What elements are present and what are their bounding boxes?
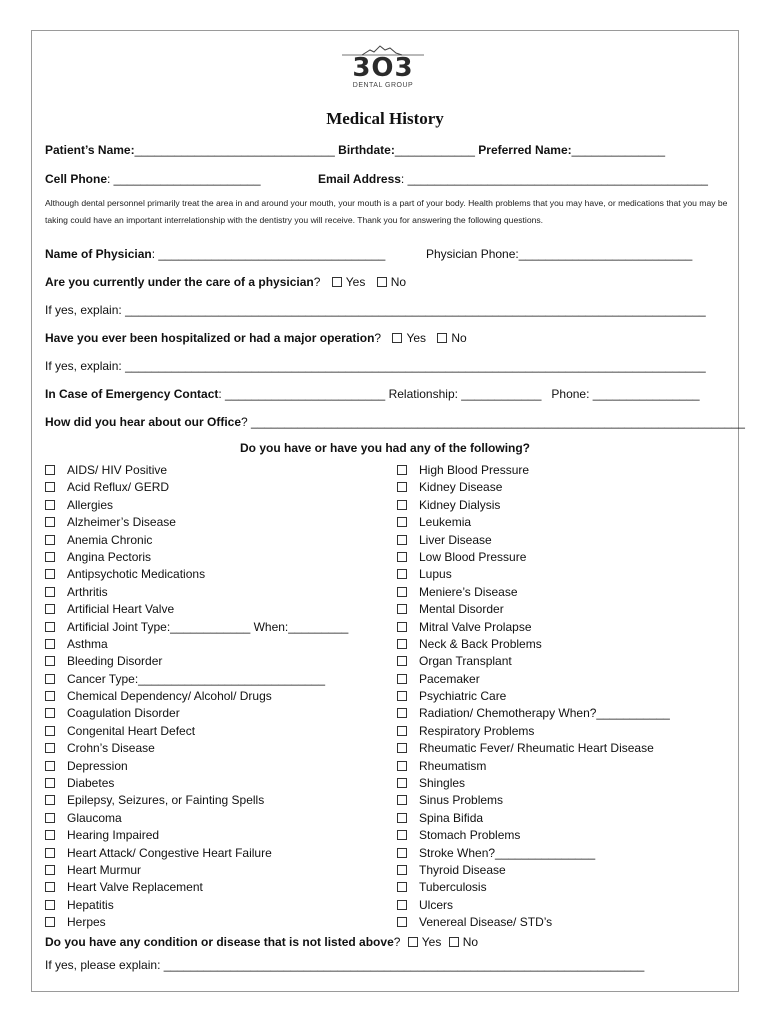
- condition-label: Kidney Dialysis: [419, 497, 501, 512]
- condition-checkbox[interactable]: [45, 465, 55, 475]
- condition-label: Mitral Valve Prolapse: [419, 619, 532, 634]
- preferred-name-field[interactable]: ______________: [571, 143, 666, 157]
- explain-row-2: [45, 359, 706, 373]
- condition-checkbox[interactable]: [45, 639, 55, 649]
- condition-checkbox[interactable]: [397, 761, 407, 771]
- condition-label: Herpes: [67, 915, 106, 930]
- condition-checkbox[interactable]: [397, 482, 407, 492]
- no-checkbox[interactable]: [449, 937, 459, 947]
- condition-label: Artificial Joint Type:____________ When:_________: [67, 619, 349, 634]
- condition-item: [397, 566, 670, 583]
- other-condition-label: Do you have any condition or disease that is not listed above: [45, 935, 394, 949]
- no-label: No: [462, 935, 479, 949]
- condition-item: [397, 723, 670, 740]
- condition-item: [397, 601, 670, 618]
- no-checkbox[interactable]: [437, 333, 447, 343]
- condition-item: [45, 897, 348, 914]
- physician-phone-label: Physician Phone:: [426, 247, 519, 261]
- condition-checkbox[interactable]: [397, 604, 407, 614]
- condition-item: [45, 636, 348, 653]
- condition-item: [397, 532, 670, 549]
- condition-label: Thyroid Disease: [419, 862, 506, 877]
- cell-phone-field[interactable]: : ______________________: [107, 172, 261, 186]
- condition-label: Spina Bifida: [419, 810, 484, 825]
- condition-item: [45, 619, 348, 636]
- condition-label: Stomach Problems: [419, 828, 521, 843]
- condition-item: [45, 827, 348, 844]
- condition-item: [45, 532, 348, 549]
- condition-label: Artificial Heart Valve: [67, 602, 175, 617]
- condition-label: Congenital Heart Defect: [67, 723, 196, 738]
- emergency-phone-label: Phone:: [551, 387, 590, 401]
- condition-checkbox[interactable]: [45, 848, 55, 858]
- physician-phone-row: [426, 247, 692, 261]
- condition-label: Alzheimer’s Disease: [67, 515, 176, 530]
- conditions-right-column: [397, 462, 670, 932]
- condition-checkbox[interactable]: [45, 517, 55, 527]
- conditions-heading: Do you have or have you had any of the following?: [239, 441, 531, 455]
- condition-label: Radiation/ Chemotherapy When?___________: [419, 706, 670, 721]
- email-row: [318, 172, 708, 186]
- condition-label: High Blood Pressure: [419, 463, 530, 477]
- condition-label: Asthma: [67, 636, 108, 651]
- condition-checkbox[interactable]: [45, 865, 55, 875]
- condition-item: [45, 514, 348, 531]
- logo-subtitle: DENTAL GROUP: [352, 82, 414, 89]
- condition-label: Rheumatism: [419, 758, 487, 773]
- condition-checkbox[interactable]: [45, 622, 55, 632]
- condition-checkbox[interactable]: [397, 465, 407, 475]
- condition-item: [397, 862, 670, 879]
- condition-label: Lupus: [419, 567, 452, 582]
- condition-checkbox[interactable]: [45, 761, 55, 771]
- physician-name-row: [45, 247, 385, 261]
- condition-label: Depression: [67, 758, 128, 773]
- yes-label: Yes: [345, 275, 366, 289]
- condition-checkbox[interactable]: [397, 882, 407, 892]
- explain-field[interactable]: _______________________________________________________________________________________: [125, 359, 706, 373]
- condition-item: [397, 619, 670, 636]
- condition-item: [397, 914, 670, 931]
- condition-checkbox[interactable]: [397, 500, 407, 510]
- condition-label: Kidney Disease: [419, 480, 503, 495]
- condition-item: [45, 653, 348, 670]
- condition-item: [397, 740, 670, 757]
- condition-checkbox[interactable]: [45, 743, 55, 753]
- condition-item: [397, 671, 670, 688]
- question-physician-care: [45, 275, 406, 289]
- condition-item: [397, 584, 670, 601]
- condition-item: [397, 758, 670, 775]
- explain-field[interactable]: _______________________________________________________________________________________: [125, 303, 706, 317]
- condition-label: Respiratory Problems: [419, 723, 535, 738]
- condition-checkbox[interactable]: [397, 726, 407, 736]
- condition-label: Heart Murmur: [67, 862, 142, 877]
- condition-checkbox[interactable]: [397, 917, 407, 927]
- condition-item: [397, 497, 670, 514]
- condition-label: Bleeding Disorder: [67, 654, 163, 669]
- condition-checkbox[interactable]: [45, 604, 55, 614]
- condition-checkbox[interactable]: [397, 708, 407, 718]
- email-field[interactable]: : _____________________________________________: [400, 172, 708, 186]
- condition-label: Leukemia: [419, 515, 472, 530]
- condition-item: [397, 879, 670, 896]
- condition-checkbox[interactable]: [397, 691, 407, 701]
- condition-checkbox[interactable]: [397, 535, 407, 545]
- conditions-left-column: [45, 462, 348, 932]
- condition-label: Organ Transplant: [419, 654, 512, 669]
- condition-item: [397, 549, 670, 566]
- condition-label: Cancer Type:____________________________: [67, 671, 326, 686]
- condition-item: [397, 845, 670, 862]
- question-mark: ?: [313, 275, 321, 289]
- condition-item: [45, 705, 348, 722]
- condition-checkbox[interactable]: [397, 830, 407, 840]
- condition-label: Tuberculosis: [419, 880, 487, 895]
- condition-item: [397, 705, 670, 722]
- intro-paragraph: Although dental personnel primarily treat the area in and around your mouth, your mouth is a part of your body. Health problems that you may have, or medications that you may be taking could have an important interrelationship with the dentistry you will receive. Thank you for answering the following questions.: [45, 198, 728, 225]
- condition-item: [45, 671, 348, 688]
- page-title: Medical History: [326, 109, 444, 128]
- yes-label: Yes: [406, 331, 427, 345]
- condition-checkbox[interactable]: [45, 535, 55, 545]
- condition-label: Coagulation Disorder: [67, 706, 180, 721]
- condition-label: Angina Pectoris: [67, 549, 152, 564]
- email-label: Email Address: [318, 172, 401, 186]
- condition-checkbox[interactable]: [45, 882, 55, 892]
- condition-checkbox[interactable]: [45, 708, 55, 718]
- condition-label: Glaucoma: [67, 810, 122, 825]
- condition-label: Heart Attack/ Congestive Heart Failure: [67, 845, 272, 860]
- cell-phone-label: Cell Phone: [45, 172, 108, 186]
- condition-item: [45, 584, 348, 601]
- condition-item: [397, 792, 670, 809]
- no-label: No: [390, 275, 407, 289]
- condition-checkbox[interactable]: [397, 778, 407, 788]
- condition-label: Ulcers: [419, 897, 454, 912]
- condition-item: [45, 601, 348, 618]
- condition-checkbox[interactable]: [397, 517, 407, 527]
- no-label: No: [451, 331, 467, 345]
- condition-checkbox[interactable]: [397, 656, 407, 666]
- birthdate-field[interactable]: ____________: [394, 143, 475, 157]
- referral-row: [45, 415, 745, 429]
- condition-checkbox[interactable]: [397, 848, 407, 858]
- yes-label: Yes: [421, 935, 442, 949]
- condition-checkbox[interactable]: [397, 639, 407, 649]
- condition-label: Sinus Problems: [419, 793, 504, 808]
- emergency-contact-label: In Case of Emergency Contact: [45, 387, 219, 401]
- condition-checkbox[interactable]: [45, 726, 55, 736]
- condition-label: Pacemaker: [419, 671, 480, 686]
- no-checkbox[interactable]: [377, 277, 387, 287]
- condition-checkbox[interactable]: [397, 813, 407, 823]
- condition-checkbox[interactable]: [45, 900, 55, 910]
- condition-item: [45, 462, 348, 479]
- emergency-phone-field[interactable]: ________________: [592, 387, 700, 401]
- condition-item: [397, 479, 670, 496]
- yes-checkbox[interactable]: [332, 277, 342, 287]
- condition-item: [45, 810, 348, 827]
- condition-item: [397, 897, 670, 914]
- condition-label: Chemical Dependency/ Alcohol/ Drugs: [67, 689, 272, 704]
- question-hospitalized-label: Have you ever been hospitalized or had a major operation: [45, 331, 375, 345]
- condition-item: [45, 723, 348, 740]
- condition-label: Neck & Back Problems: [419, 636, 542, 651]
- relationship-field[interactable]: ____________: [461, 387, 542, 401]
- condition-label: Stroke When?_______________: [419, 845, 596, 860]
- condition-label: Mental Disorder: [419, 602, 504, 617]
- condition-item: [397, 688, 670, 705]
- other-explain-label: If yes, please explain:: [45, 958, 161, 972]
- condition-item: [45, 566, 348, 583]
- condition-checkbox[interactable]: [397, 795, 407, 805]
- question-physician-care-label: Are you currently under the care of a physician: [45, 275, 314, 289]
- condition-checkbox[interactable]: [397, 622, 407, 632]
- condition-label: Low Blood Pressure: [419, 549, 527, 564]
- patient-name-label: Patient’s Name:: [45, 143, 135, 157]
- condition-item: [45, 862, 348, 879]
- condition-label: Hepatitis: [67, 897, 114, 912]
- condition-item: [45, 758, 348, 775]
- patient-name-field[interactable]: ______________________________: [134, 143, 335, 157]
- explain-label: If yes, explain:: [45, 303, 122, 317]
- condition-label: Rheumatic Fever/ Rheumatic Heart Disease: [419, 741, 654, 756]
- condition-checkbox[interactable]: [45, 674, 55, 684]
- yes-checkbox[interactable]: [408, 937, 418, 947]
- condition-label: Allergies: [67, 497, 114, 512]
- condition-item: [45, 845, 348, 862]
- physician-name-field[interactable]: : __________________________________: [151, 247, 386, 261]
- condition-item: [397, 827, 670, 844]
- condition-checkbox[interactable]: [397, 900, 407, 910]
- patient-row: [45, 143, 665, 157]
- condition-checkbox[interactable]: [45, 813, 55, 823]
- condition-item: [45, 497, 348, 514]
- condition-item: [45, 549, 348, 566]
- condition-label: Heart Valve Replacement: [67, 880, 203, 895]
- condition-checkbox[interactable]: [45, 656, 55, 666]
- birthdate-label: Birthdate:: [338, 143, 395, 157]
- physician-phone-field[interactable]: __________________________: [518, 247, 693, 261]
- dental-group-logo: [340, 44, 426, 96]
- condition-checkbox[interactable]: [397, 587, 407, 597]
- condition-checkbox[interactable]: [397, 552, 407, 562]
- condition-item: [45, 879, 348, 896]
- cell-phone-row: [45, 172, 261, 186]
- condition-label: Hearing Impaired: [67, 828, 160, 843]
- condition-item: [397, 462, 670, 479]
- condition-item: [45, 688, 348, 705]
- condition-item: [45, 740, 348, 757]
- condition-checkbox[interactable]: [45, 778, 55, 788]
- explain-label: If yes, explain:: [45, 359, 122, 373]
- condition-label: Shingles: [419, 776, 466, 791]
- condition-item: [397, 514, 670, 531]
- condition-checkbox[interactable]: [45, 691, 55, 701]
- condition-checkbox[interactable]: [45, 587, 55, 597]
- condition-label: Venereal Disease/ STD’s: [419, 915, 553, 930]
- other-explain-row: [45, 958, 644, 972]
- question-mark: ?: [374, 331, 382, 345]
- relationship-label: Relationship:: [388, 387, 458, 401]
- condition-label: Arthritis: [67, 584, 108, 599]
- emergency-contact-row: [45, 387, 700, 401]
- condition-label: Diabetes: [67, 776, 115, 791]
- explain-row-1: [45, 303, 706, 317]
- condition-label: Crohn’s Disease: [67, 741, 155, 756]
- condition-checkbox[interactable]: [45, 569, 55, 579]
- other-explain-field[interactable]: ________________________________________________________________________: [163, 958, 645, 972]
- condition-checkbox[interactable]: [45, 830, 55, 840]
- condition-label: Meniere’s Disease: [419, 584, 518, 599]
- condition-checkbox[interactable]: [45, 552, 55, 562]
- condition-checkbox[interactable]: [397, 674, 407, 684]
- condition-checkbox[interactable]: [397, 743, 407, 753]
- condition-checkbox[interactable]: [45, 795, 55, 805]
- referral-field[interactable]: ? __________________________________________________________________________: [241, 415, 745, 429]
- condition-checkbox[interactable]: [397, 865, 407, 875]
- condition-label: Liver Disease: [419, 532, 492, 547]
- physician-name-label: Name of Physician: [45, 247, 152, 261]
- yes-checkbox[interactable]: [392, 333, 402, 343]
- condition-item: [45, 775, 348, 792]
- condition-label: Epilepsy, Seizures, or Fainting Spells: [67, 793, 265, 808]
- condition-item: [397, 775, 670, 792]
- preferred-name-label: Preferred Name:: [478, 143, 572, 157]
- condition-label: Anemia Chronic: [67, 532, 153, 547]
- condition-item: [397, 636, 670, 653]
- condition-checkbox[interactable]: [45, 482, 55, 492]
- condition-label: AIDS/ HIV Positive: [67, 463, 168, 477]
- condition-checkbox[interactable]: [45, 500, 55, 510]
- condition-checkbox[interactable]: [397, 569, 407, 579]
- other-condition-row: [45, 935, 478, 949]
- condition-label: Acid Reflux/ GERD: [67, 480, 170, 495]
- condition-item: [45, 914, 348, 931]
- logo-number: 3O3: [352, 53, 414, 83]
- condition-label: Psychiatric Care: [419, 689, 507, 704]
- question-hospitalized: [45, 331, 467, 345]
- condition-item: [397, 810, 670, 827]
- condition-item: [45, 792, 348, 809]
- question-mark: ?: [393, 935, 401, 949]
- referral-label: How did you hear about our Office: [45, 415, 242, 429]
- condition-item: [45, 479, 348, 496]
- emergency-contact-field[interactable]: : ________________________: [218, 387, 386, 401]
- condition-item: [397, 653, 670, 670]
- condition-label: Antipsychotic Medications: [67, 567, 206, 582]
- condition-checkbox[interactable]: [45, 917, 55, 927]
